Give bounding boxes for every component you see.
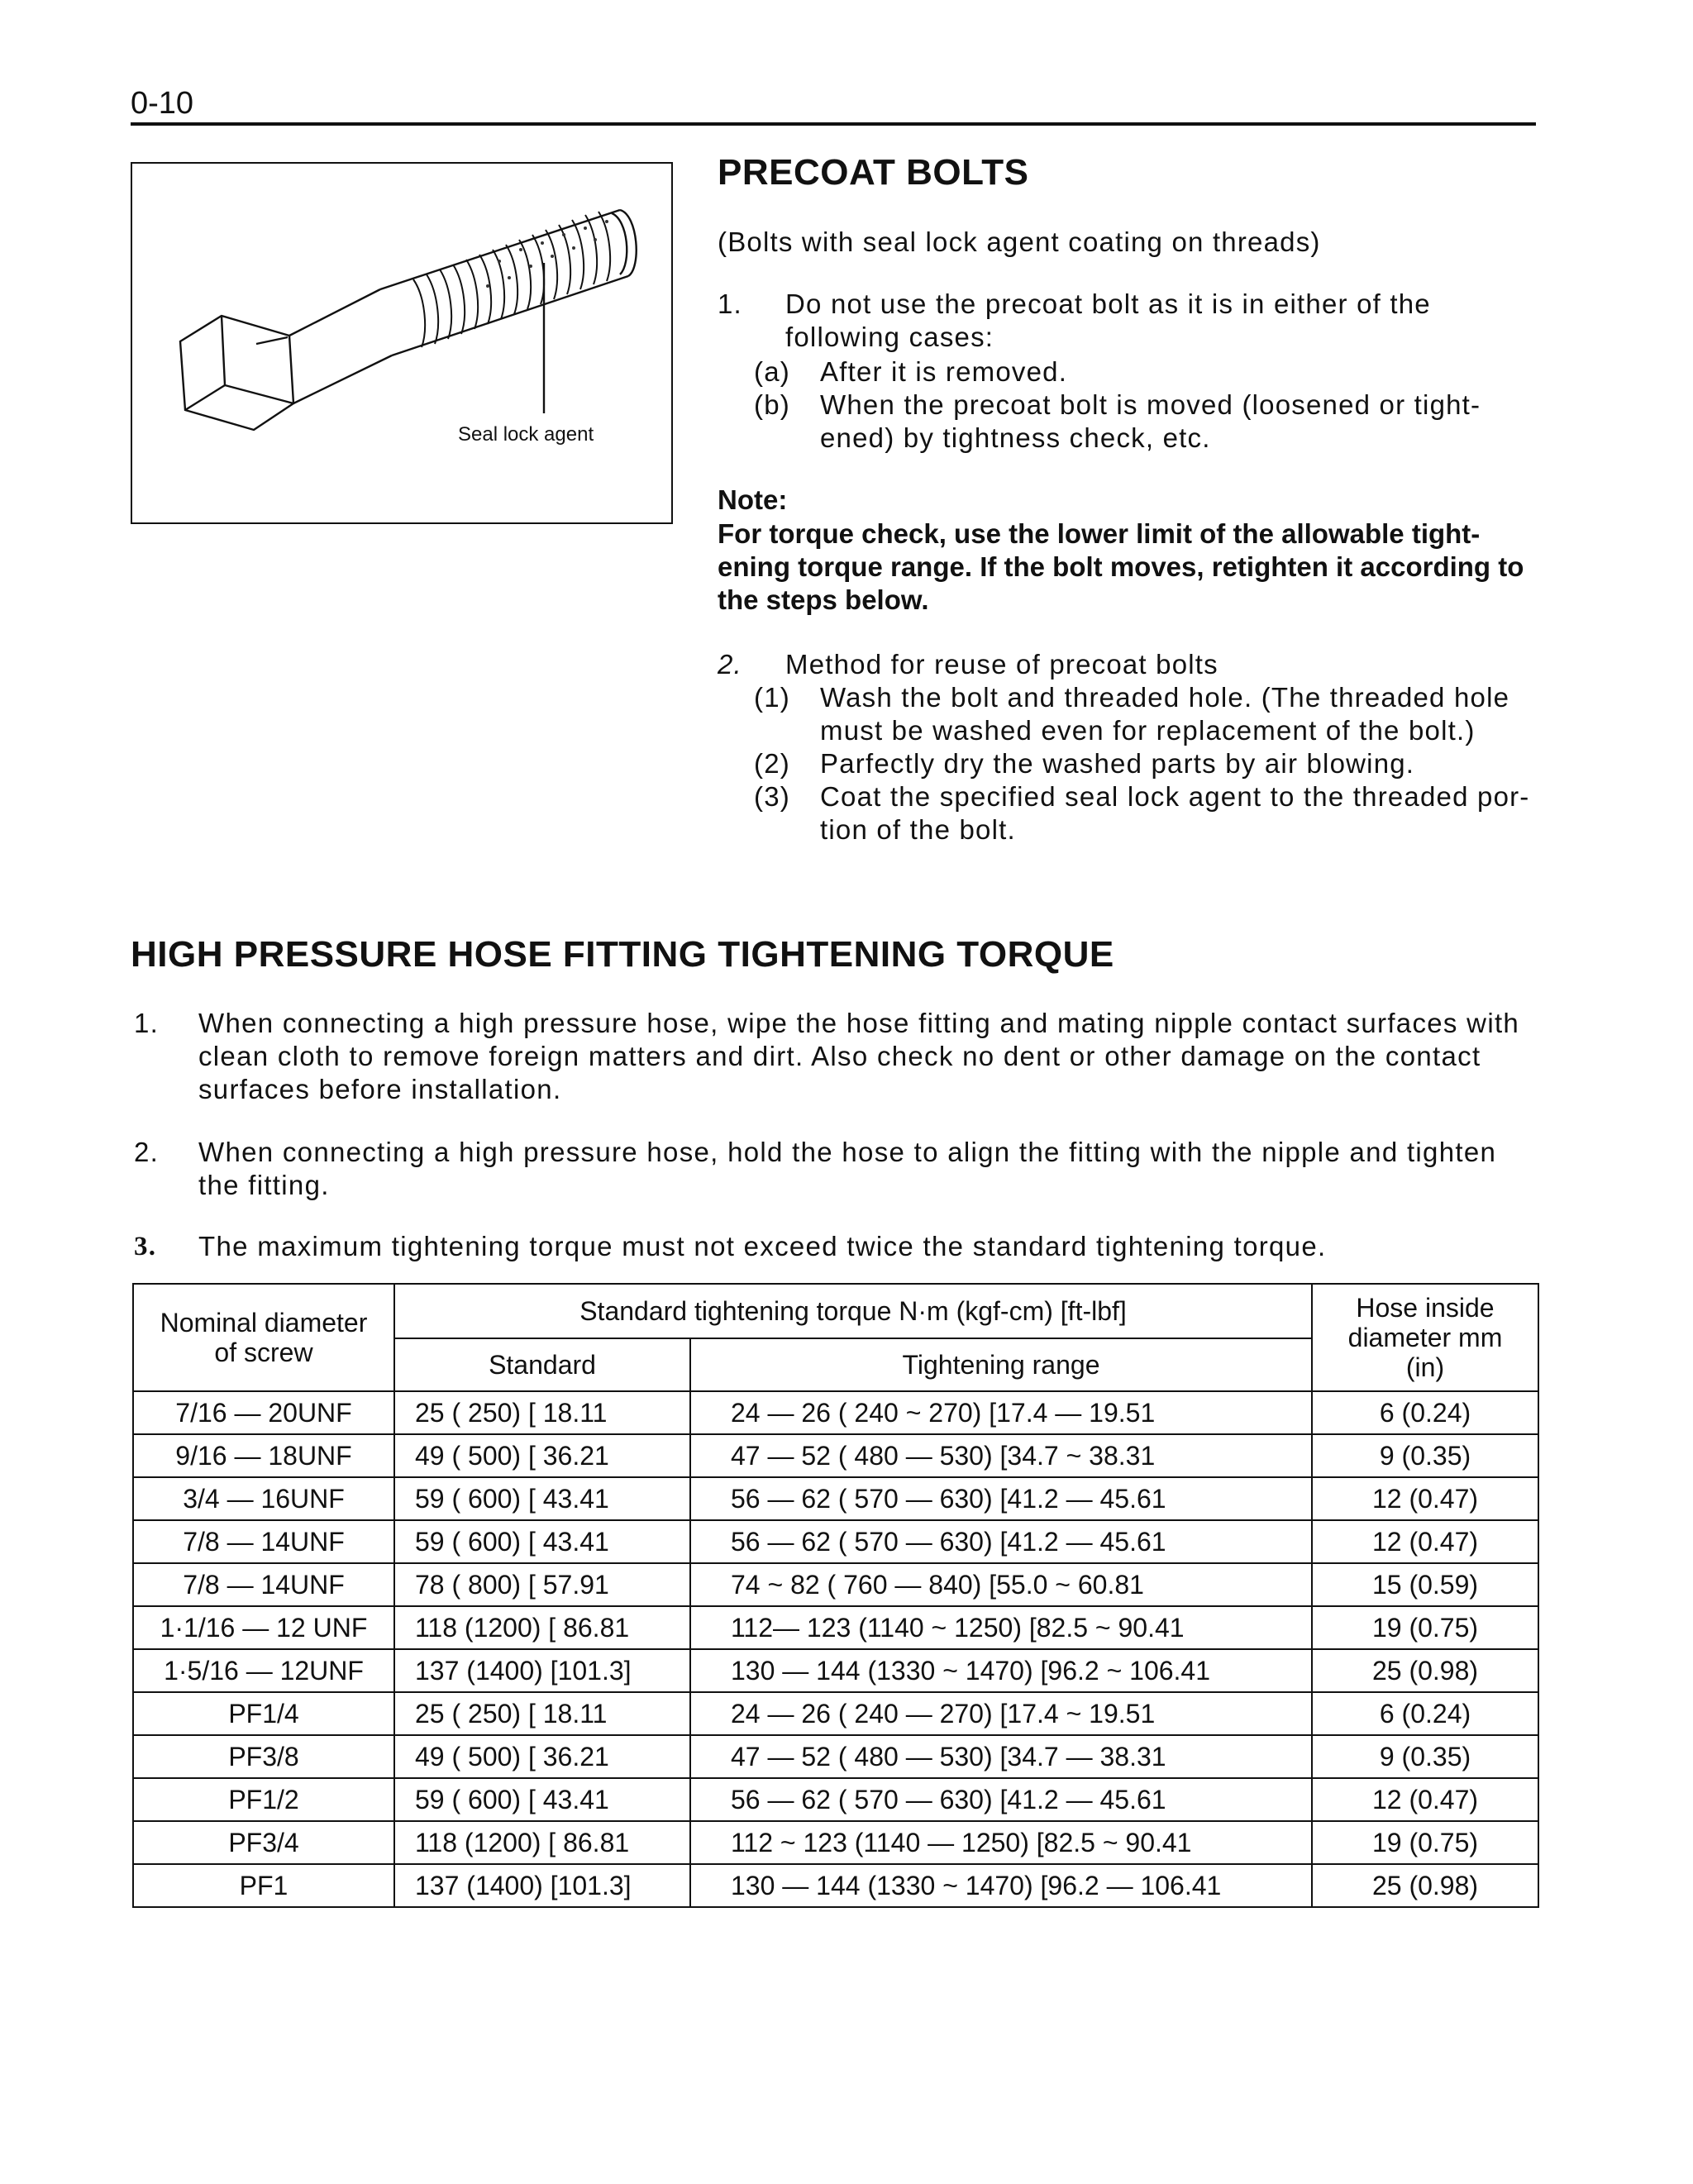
table-header-row	[133, 1284, 1538, 1338]
step-text: Coat the specified seal lock agent to the threaded por-tion of the bolt.	[820, 781, 1530, 845]
table-row	[133, 1477, 1538, 1520]
hose-cell: 12 (0.47)	[1312, 1778, 1538, 1821]
standard-cell: 25 ( 250) [ 18.11	[394, 1692, 690, 1735]
precoat-bolt-illustration-icon	[132, 164, 671, 522]
precoat-subtitle: (Bolts with seal lock agent coating on threads)	[718, 227, 1321, 257]
step-text: Parfectly dry the washed parts by air blowing.	[820, 748, 1415, 779]
hose-item-number: 3.	[134, 1232, 157, 1261]
step-number: (2)	[754, 748, 790, 779]
precoat-item-1a-number: (a)	[754, 356, 790, 387]
range-cell: 47 — 52 ( 480 — 530) [34.7 ~ 38.31	[690, 1434, 1312, 1477]
nominal-cell: PF3/8	[133, 1735, 394, 1778]
nominal-cell: 1·1/16 — 12 UNF	[133, 1606, 394, 1649]
header-rule	[131, 122, 1536, 126]
hose-cell: 9 (0.35)	[1312, 1735, 1538, 1778]
nominal-cell: 7/8 — 14UNF	[133, 1563, 394, 1606]
page-number: 0-10	[131, 86, 194, 121]
nominal-cell: 9/16 — 18UNF	[133, 1434, 394, 1477]
precoat-item-2-number: 2.	[718, 649, 742, 680]
standard-cell: 49 ( 500) [ 36.21	[394, 1735, 690, 1778]
hose-cell: 25 (0.98)	[1312, 1649, 1538, 1692]
hose-cell: 19 (0.75)	[1312, 1821, 1538, 1864]
range-cell: 112 ~ 123 (1140 — 1250) [82.5 ~ 90.41	[690, 1821, 1312, 1864]
nominal-cell: 3/4 — 16UNF	[133, 1477, 394, 1520]
header-standard: Standard	[394, 1338, 690, 1391]
hose-cell: 15 (0.59)	[1312, 1563, 1538, 1606]
range-cell: 56 — 62 ( 570 — 630) [41.2 — 45.61	[690, 1477, 1312, 1520]
precoat-item-1b-number: (b)	[754, 389, 790, 420]
table-row	[133, 1606, 1538, 1649]
nominal-cell: 7/16 — 20UNF	[133, 1391, 394, 1434]
nominal-cell: PF1/2	[133, 1778, 394, 1821]
figure-caption: Seal lock agent	[458, 423, 594, 446]
hose-cell: 9 (0.35)	[1312, 1434, 1538, 1477]
table-row	[133, 1735, 1538, 1778]
precoat-item-1-number: 1.	[718, 288, 742, 319]
standard-cell: 78 ( 800) [ 57.91	[394, 1563, 690, 1606]
table-row	[133, 1391, 1538, 1434]
note-label: Note:	[718, 484, 788, 515]
step-number: (3)	[754, 781, 790, 812]
hose-cell: 12 (0.47)	[1312, 1477, 1538, 1520]
standard-cell: 118 (1200) [ 86.81	[394, 1606, 690, 1649]
hose-item-text: When connecting a high pressure hose, wipe the hose fitting and mating nipple contact surfaces with clean cloth to remove foreign matters and dirt. Also check no dent or other damage on the contact surfaces before installation.	[198, 1008, 1520, 1104]
nominal-cell: PF1/4	[133, 1692, 394, 1735]
step-number: (1)	[754, 682, 790, 713]
hose-cell: 12 (0.47)	[1312, 1520, 1538, 1563]
range-cell: 24 — 26 ( 240 — 270) [17.4 ~ 19.51	[690, 1692, 1312, 1735]
header-nominal-diameter: Nominal diameter of screw	[133, 1284, 394, 1391]
hose-item-text: When connecting a high pressure hose, hold the hose to align the fitting with the nipple and tighten the fitting.	[198, 1137, 1497, 1200]
range-cell: 130 — 144 (1330 ~ 1470) [96.2 ~ 106.41	[690, 1649, 1312, 1692]
range-cell: 56 — 62 ( 570 — 630) [41.2 — 45.61	[690, 1520, 1312, 1563]
precoat-item-2-text: Method for reuse of precoat bolts	[785, 649, 1218, 680]
table-row	[133, 1778, 1538, 1821]
table-row	[133, 1434, 1538, 1477]
hose-cell: 25 (0.98)	[1312, 1864, 1538, 1907]
header-hose-inside-diameter: Hose inside diameter mm (in)	[1312, 1284, 1538, 1391]
range-cell: 74 ~ 82 ( 760 — 840) [55.0 ~ 60.81	[690, 1563, 1312, 1606]
standard-cell: 118 (1200) [ 86.81	[394, 1821, 690, 1864]
range-cell: 112— 123 (1140 ~ 1250) [82.5 ~ 90.41	[690, 1606, 1312, 1649]
table-row	[133, 1864, 1538, 1907]
table-row	[133, 1520, 1538, 1563]
hose-cell: 6 (0.24)	[1312, 1391, 1538, 1434]
note-text: For torque check, use the lower limit of the allowable tight-ening torque range. If the bolt moves, retighten it according to the steps below.	[718, 518, 1524, 615]
standard-cell: 137 (1400) [101.3]	[394, 1649, 690, 1692]
table-row	[133, 1649, 1538, 1692]
hose-item-number: 2.	[134, 1137, 160, 1167]
precoat-bolt-figure	[131, 162, 673, 524]
hose-cell: 19 (0.75)	[1312, 1606, 1538, 1649]
nominal-cell: PF1	[133, 1864, 394, 1907]
hose-section-title: HIGH PRESSURE HOSE FITTING TIGHTENING TORQUE	[131, 934, 1114, 975]
standard-cell: 49 ( 500) [ 36.21	[394, 1434, 690, 1477]
range-cell: 24 — 26 ( 240 ~ 270) [17.4 — 19.51	[690, 1391, 1312, 1434]
hose-cell: 6 (0.24)	[1312, 1692, 1538, 1735]
step-text: Wash the bolt and threaded hole. (The threaded hole must be washed even for replacement of the bolt.)	[820, 682, 1510, 746]
hose-item-text: The maximum tightening torque must not exceed twice the standard tightening torque.	[198, 1231, 1327, 1261]
range-cell: 130 — 144 (1330 ~ 1470) [96.2 — 106.41	[690, 1864, 1312, 1907]
torque-table	[132, 1283, 1539, 1908]
precoat-item-1a-text: After it is removed.	[820, 356, 1068, 387]
table-row	[133, 1563, 1538, 1606]
standard-cell: 59 ( 600) [ 43.41	[394, 1477, 690, 1520]
nominal-cell: 7/8 — 14UNF	[133, 1520, 394, 1563]
nominal-cell: 1·5/16 — 12UNF	[133, 1649, 394, 1692]
precoat-item-1b-text: When the precoat bolt is moved (loosened or tight-ened) by tightness check, etc.	[820, 389, 1481, 453]
standard-cell: 59 ( 600) [ 43.41	[394, 1778, 690, 1821]
nominal-cell: PF3/4	[133, 1821, 394, 1864]
table-row	[133, 1692, 1538, 1735]
standard-cell: 137 (1400) [101.3]	[394, 1864, 690, 1907]
range-cell: 56 — 62 ( 570 — 630) [41.2 — 45.61	[690, 1778, 1312, 1821]
table-row	[133, 1821, 1538, 1864]
standard-cell: 59 ( 600) [ 43.41	[394, 1520, 690, 1563]
header-tightening-range: Tightening range	[690, 1338, 1312, 1391]
precoat-item-1-text: Do not use the precoat bolt as it is in either of the following cases:	[785, 288, 1431, 352]
standard-cell: 25 ( 250) [ 18.11	[394, 1391, 690, 1434]
precoat-title: PRECOAT BOLTS	[718, 152, 1029, 193]
range-cell: 47 — 52 ( 480 — 530) [34.7 — 38.31	[690, 1735, 1312, 1778]
hose-item-number: 1.	[134, 1008, 160, 1038]
header-standard-torque: Standard tightening torque N·m (kgf-cm) [ft-lbf]	[394, 1284, 1312, 1338]
